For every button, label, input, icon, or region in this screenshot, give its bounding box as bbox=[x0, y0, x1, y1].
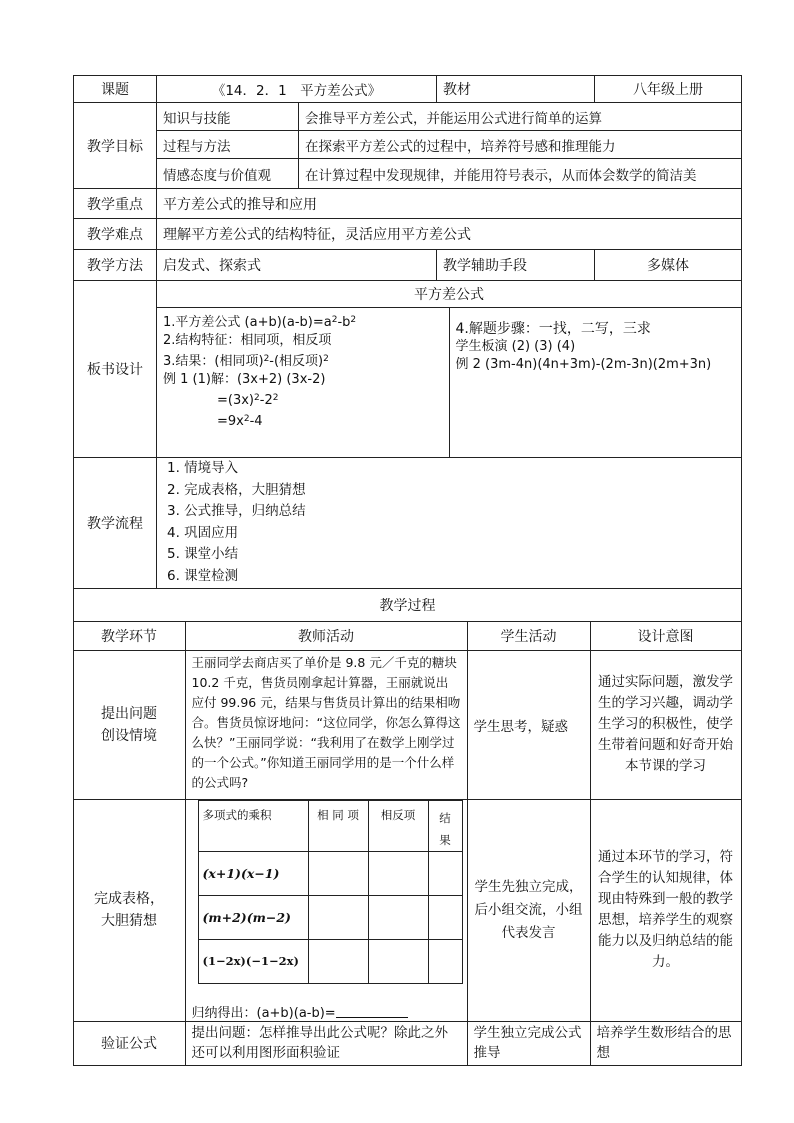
example-step bbox=[163, 410, 449, 431]
flow-item: 5. 课堂小结 bbox=[167, 546, 239, 563]
stage-text: 创设情境 bbox=[101, 727, 157, 744]
answer-cell[interactable] bbox=[308, 939, 368, 983]
lesson-plan-table bbox=[73, 75, 742, 1067]
flow-label: 教学流程 bbox=[74, 458, 157, 589]
steps-line: 4.解题步骤：一找，二写，三求 bbox=[455, 320, 651, 337]
intent-header: 设计意图 bbox=[590, 621, 741, 650]
objective-name: 过程与方法 bbox=[157, 131, 299, 159]
process-section bbox=[74, 621, 742, 1067]
teaching-aid-value: 多媒体 bbox=[595, 250, 742, 281]
formula-text: -2 bbox=[259, 392, 273, 408]
board-label: 板书设计 bbox=[74, 281, 157, 458]
board-right-panel bbox=[449, 307, 741, 457]
teaching-aid-label: 教学辅助手段 bbox=[437, 250, 595, 281]
answer-cell[interactable] bbox=[308, 895, 368, 939]
flow-cell bbox=[157, 458, 742, 589]
expression-cell: (m+2)(m−2) bbox=[198, 895, 308, 939]
expression-cell: (x+1)(x−1) bbox=[198, 851, 308, 895]
col-header: 相 同 项 bbox=[308, 800, 368, 851]
stage-text: 大胆猜想 bbox=[101, 913, 157, 930]
board-left-panel bbox=[157, 307, 449, 457]
col-header-text: 果 bbox=[439, 832, 451, 847]
example-line: 例 1 (1)解：(3x+2) (3x-2) bbox=[163, 371, 326, 387]
example-step bbox=[163, 389, 449, 410]
board-title: 平方差公式 bbox=[157, 281, 741, 307]
exponent: 2 bbox=[350, 314, 357, 325]
teacher-activity: 王丽同学去商店买了单价是 9.8 元／千克的糖块 10.2 千克，售货员刚拿起计算器，王丽就说出应付 99.96 元，结果与售货员计算出的结果相吻合。售货员惊讶地问：“这位同学，你怎么算得这么快？”王丽同学说：“我利用了在数学上刚学过的一个公式。”你知道王丽同学用的是一个什么样的公式吗? bbox=[185, 650, 467, 799]
flow-item: 3. 公式推导，归纳总结 bbox=[167, 503, 306, 520]
flow-item: 4. 巩固应用 bbox=[167, 524, 239, 541]
answer-cell[interactable] bbox=[308, 851, 368, 895]
topic-value: 《14．2．1 平方差公式》 bbox=[157, 76, 437, 103]
summary-text: 归纳得出：(a+b)(a-b)= bbox=[191, 1005, 336, 1021]
stage-header: 教学环节 bbox=[73, 621, 185, 650]
teacher-header: 教师活动 bbox=[185, 621, 467, 650]
flow-item: 2. 完成表格，大胆猜想 bbox=[167, 481, 306, 498]
formula-text: -b bbox=[337, 314, 351, 330]
example2-line: 例 2 (3m-4n)(4n+3m)-(2m-3n)(2m+3n) bbox=[455, 356, 712, 372]
answer-cell[interactable] bbox=[368, 895, 428, 939]
topic-label: 课题 bbox=[74, 76, 157, 103]
objective-desc: 在计算过程中发现规律，并能用符号表示，从而体会数学的简洁美 bbox=[299, 159, 742, 189]
key-point-label: 教学重点 bbox=[74, 189, 157, 219]
objective-desc: 会推导平方差公式，并能运用公式进行简单的运算 bbox=[299, 103, 742, 131]
exponent: 2 bbox=[331, 314, 338, 325]
objective-desc: 在探索平方差公式的过程中，培养符号感和推理能力 bbox=[299, 131, 742, 159]
student-header: 学生活动 bbox=[467, 621, 590, 650]
summary-line bbox=[186, 984, 467, 1021]
structure-line: 2.结构特征：相同项，相反项 bbox=[163, 332, 332, 348]
answer-cell[interactable] bbox=[428, 939, 462, 983]
textbook-label: 教材 bbox=[437, 76, 595, 103]
objective-name: 知识与技能 bbox=[157, 103, 299, 131]
flow-list bbox=[163, 458, 735, 588]
textbook-value: 八年级上册 bbox=[595, 76, 742, 103]
formula-line bbox=[163, 311, 449, 332]
difficulty-label: 教学难点 bbox=[74, 219, 157, 250]
design-intent: 培养学生数形结合的思想 bbox=[590, 1021, 741, 1065]
student-demo-line: 学生板演 (2) (3) (4) bbox=[455, 338, 576, 354]
teacher-activity bbox=[185, 799, 467, 1021]
answer-cell[interactable] bbox=[368, 939, 428, 983]
exercise-table bbox=[198, 800, 463, 984]
formula-text: =9x bbox=[217, 413, 244, 429]
flow-item: 6. 课堂检测 bbox=[167, 567, 239, 584]
stage-text: 提出问题 bbox=[101, 705, 157, 722]
formula-text: 3.结果：(相同项) bbox=[163, 353, 264, 369]
exponent: 2 bbox=[243, 413, 250, 424]
exponent: 2 bbox=[323, 353, 329, 364]
design-intent: 通过本环节的学习，符合学生的认知规律，体现由特殊到一般的教学思想，培养学生的观察能力以及归纳总结的能力。 bbox=[590, 799, 741, 1021]
answer-cell[interactable] bbox=[368, 851, 428, 895]
student-activity: 学生先独立完成，后小组交流，小组代表发言 bbox=[467, 799, 590, 1021]
formula-text: =(3x) bbox=[217, 392, 255, 408]
objectives-label: 教学目标 bbox=[74, 103, 157, 189]
summary-blank[interactable] bbox=[336, 1005, 408, 1018]
student-activity: 学生思考，疑惑 bbox=[467, 650, 590, 799]
method-label: 教学方法 bbox=[74, 250, 157, 281]
design-intent: 通过实际问题，激发学生的学习兴趣，调动学生学习的积极性，使学生带着问题和好奇开始本节课的学习 bbox=[590, 650, 741, 799]
col-header: 多项式的乘积 bbox=[198, 800, 308, 851]
teacher-activity: 提出问题：怎样推导出此公式呢？除此之外还可以利用图形面积验证 bbox=[185, 1021, 467, 1065]
method-value: 启发式、探索式 bbox=[157, 250, 437, 281]
stage-cell bbox=[73, 650, 185, 799]
stage-text: 完成表格， bbox=[94, 891, 164, 908]
stage-cell: 验证公式 bbox=[73, 1021, 185, 1065]
student-activity: 学生独立完成公式推导 bbox=[467, 1021, 590, 1065]
answer-cell[interactable] bbox=[428, 895, 462, 939]
col-header bbox=[428, 800, 462, 851]
formula-text: 1.平方差公式 (a+b)(a-b)=a bbox=[163, 314, 332, 330]
formula-text: -(相反项) bbox=[269, 353, 324, 369]
answer-cell[interactable] bbox=[428, 851, 462, 895]
result-line bbox=[163, 350, 449, 371]
col-header: 相反项 bbox=[368, 800, 428, 851]
col-header-text: 结 bbox=[439, 810, 451, 825]
difficulty-value: 理解平方差公式的结构特征，灵活应用平方差公式 bbox=[157, 219, 742, 250]
exponent: 2 bbox=[272, 392, 279, 403]
stage-cell bbox=[73, 799, 185, 1021]
exponent: 2 bbox=[263, 353, 270, 364]
board-design bbox=[157, 281, 742, 458]
process-title: 教学过程 bbox=[74, 588, 742, 621]
key-point-value: 平方差公式的推导和应用 bbox=[157, 189, 742, 219]
flow-item: 1. 情境导入 bbox=[167, 460, 239, 476]
expression-cell: (1−2x)(−1−2x) bbox=[198, 939, 308, 983]
exponent: 2 bbox=[254, 392, 260, 403]
formula-text: -4 bbox=[249, 413, 263, 429]
objective-name: 情感态度与价值观 bbox=[157, 159, 299, 189]
